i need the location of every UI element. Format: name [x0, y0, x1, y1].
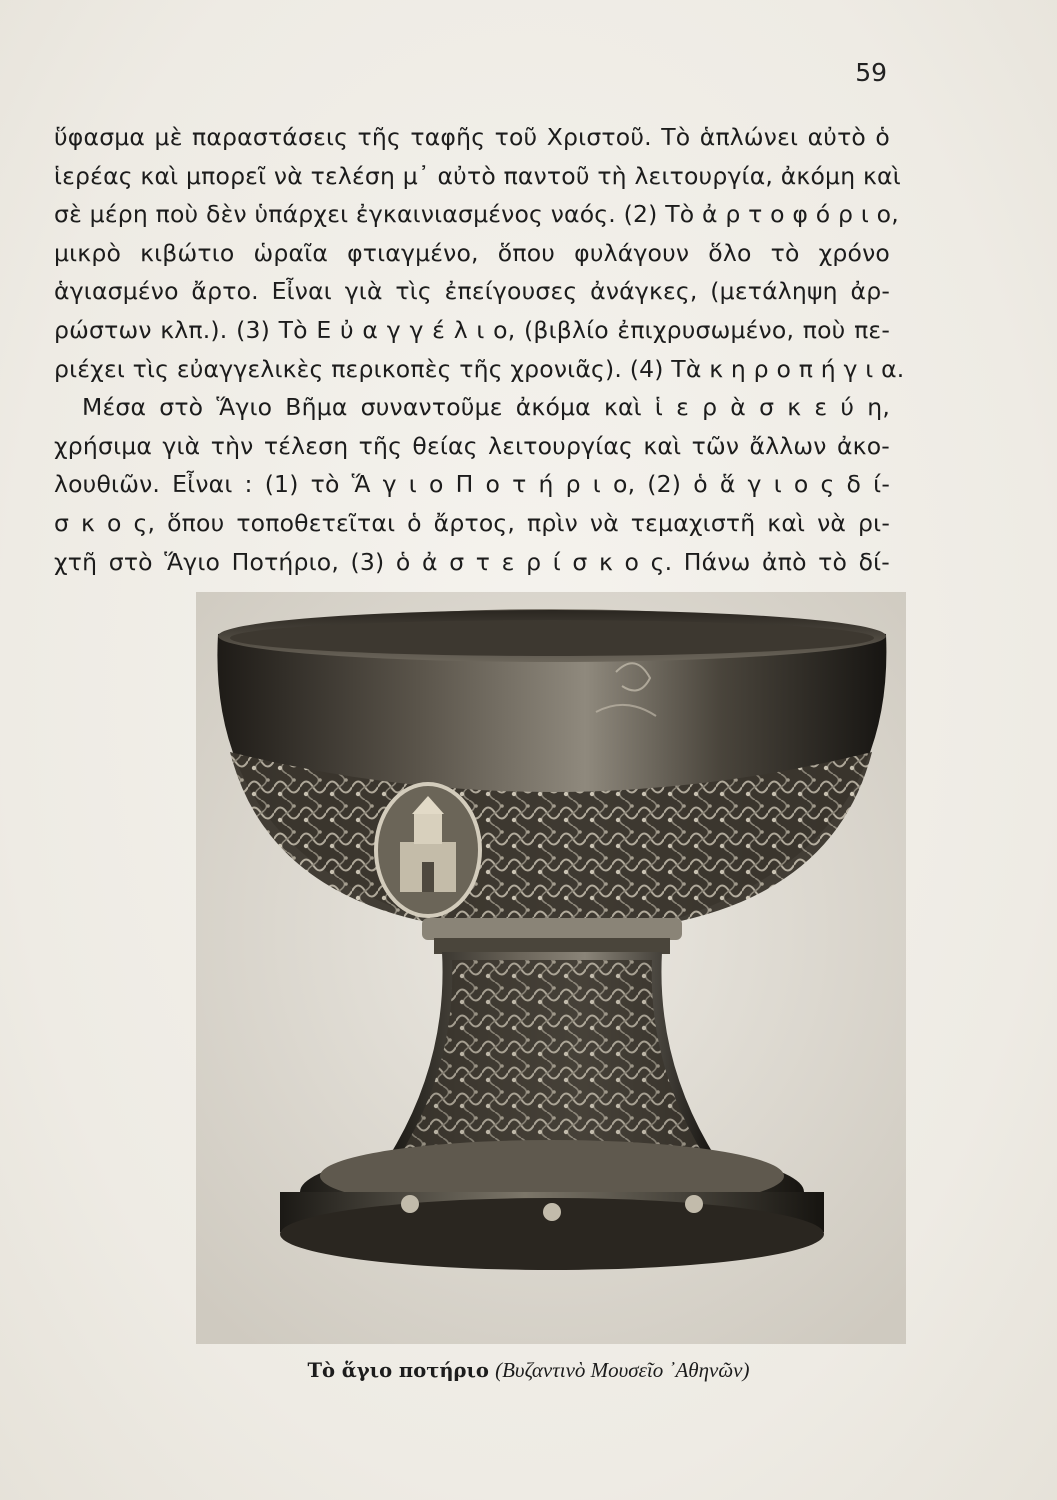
- body-line: σὲ μέρη ποὺ δὲν ὑπάρχει ἐγκαινιασμένος ναός. (2) Τὸ ἀ ρ τ ο φ ό ρ ι ο,: [54, 200, 899, 229]
- body-line: ριέχει τὶς εὐαγγελικὲς περικοπὲς τῆς χρονιᾶς). (4) Τὰ κ η ρ ο π ή γ ι α.: [54, 354, 905, 383]
- body-line: χρήσιμα γιὰ τὴν τέλεση τῆς θείας λειτουργίας καὶ τῶν ἄλλων ἀκο-: [54, 431, 890, 460]
- caption-title: Τὸ ἅγιο ποτήριο: [307, 1359, 489, 1382]
- caption-source: (Βυζαντινὸ Μουσεῖο ᾿Αθηνῶν): [495, 1358, 750, 1382]
- body-line: μικρὸ κιβώτιο ὡραῖα φτιαγμένο, ὅπου φυλάγουν ὅλο τὸ χρόνο: [54, 238, 890, 267]
- body-line: ἱερέας καὶ μπορεῖ νὰ τελέση μ᾿ αὐτὸ παντοῦ τὴ λειτουργία, ἀκόμη καὶ: [54, 161, 901, 190]
- body-line: λουθιῶν. Εἶναι : (1) τὸ Ἅ γ ι ο Π ο τ ή ρ ι ο, (2) ὁ ἅ γ ι ο ς δ ί-: [54, 470, 890, 499]
- body-line: ρώστων κλπ.). (3) Τὸ Ε ὐ α γ γ έ λ ι ο, (βιβλίο ἐπιχρυσωμένο, ποὺ πε-: [54, 315, 890, 344]
- body-line: χτῆ στὸ Ἅγιο Ποτήριο, (3) ὁ ἀ σ τ ε ρ ί σ κ ο ς. Πάνω ἀπὸ τὸ δί-: [54, 547, 890, 576]
- page-number: 59: [855, 58, 887, 87]
- body-line: ἁγιασμένο ἄρτο. Εἶναι γιὰ τὶς ἐπείγουσες ἀνάγκες, (μετάληψη ἀρ-: [54, 277, 890, 306]
- body-text: [54, 118, 905, 581]
- body-line: ὕφασμα μὲ παραστάσεις τῆς ταφῆς τοῦ Χριστοῦ. Τὸ ἁπλώνει αὐτὸ ὁ: [54, 123, 890, 151]
- chalice-illustration: [196, 592, 906, 1344]
- photo-caption: [0, 1358, 1057, 1383]
- body-line: σ κ ο ς, ὅπου τοποθετεῖται ὁ ἄρτος, πρὶν νὰ τεμαχιστῆ καὶ νὰ ρι-: [54, 508, 890, 537]
- chalice-photo: [196, 592, 906, 1344]
- body-line: Μέσα στὸ Ἅγιο Βῆμα συναντοῦμε ἀκόμα καὶ ἱ ε ρ ὰ σ κ ε ύ η,: [82, 393, 890, 422]
